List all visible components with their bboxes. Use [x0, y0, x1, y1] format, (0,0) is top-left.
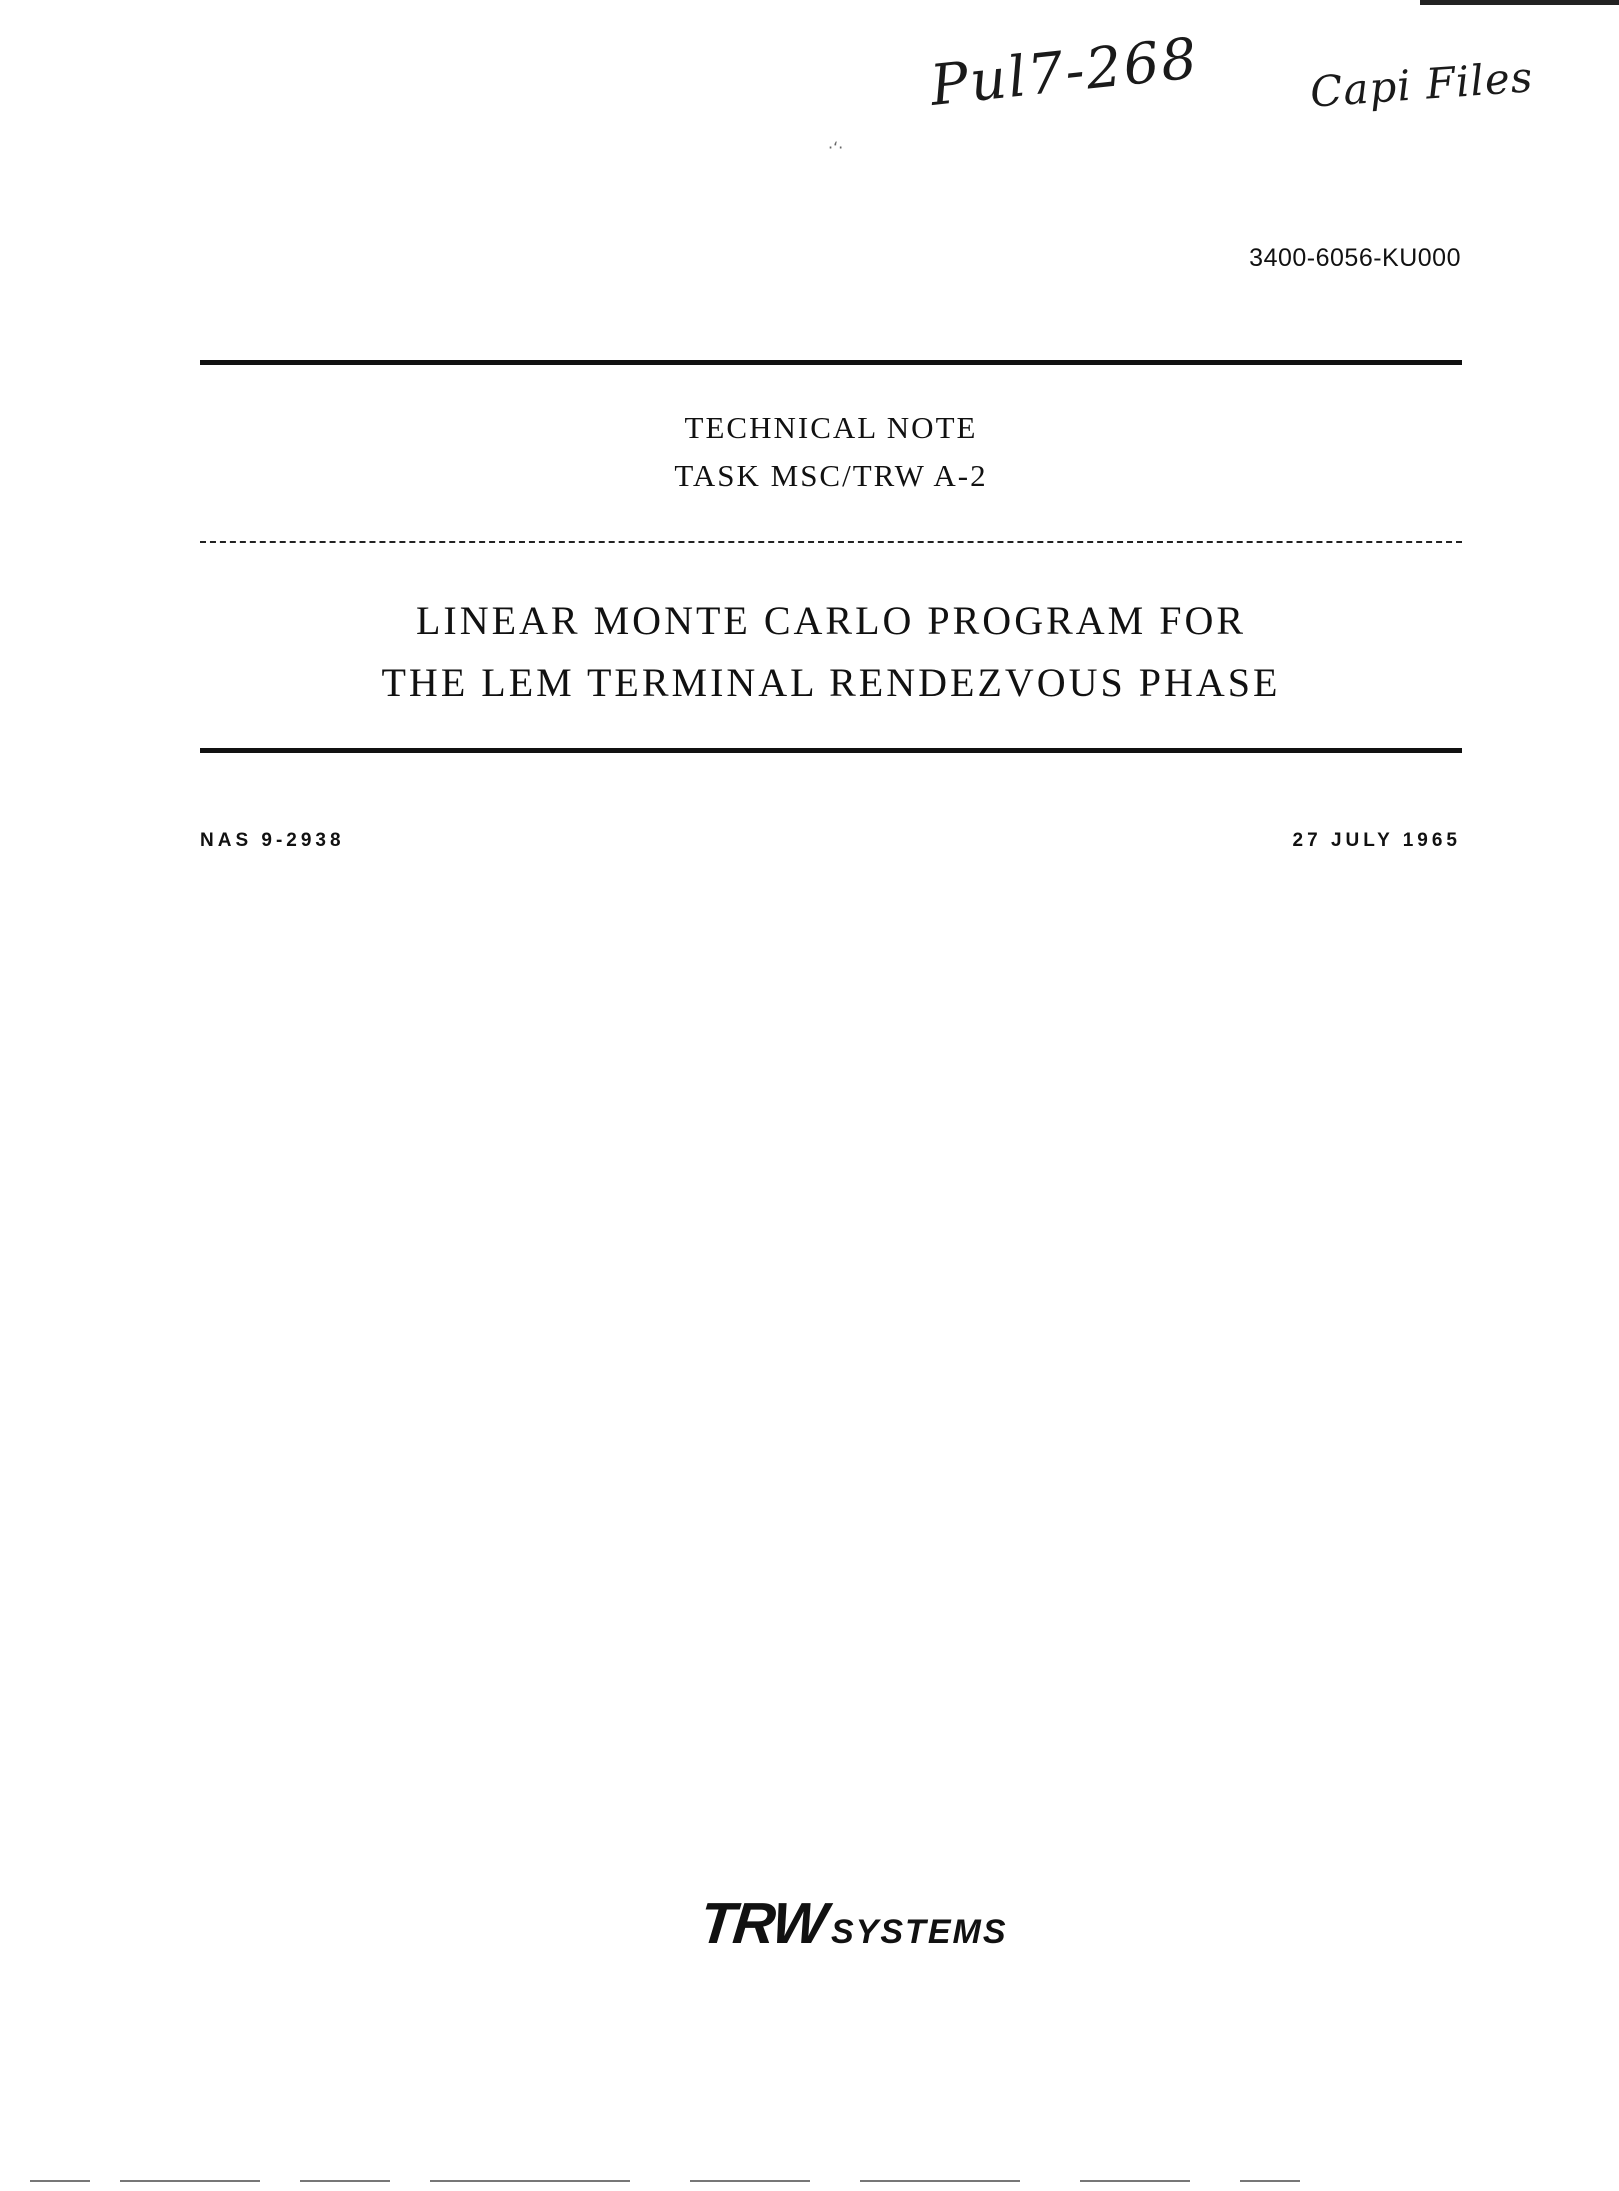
document-number: 3400-6056-KU000 [1249, 244, 1461, 272]
top-divider [200, 360, 1462, 365]
scan-bottom-edge [0, 2180, 1619, 2188]
document-date: 27 JULY 1965 [1292, 830, 1461, 851]
handwritten-reference: Pul7-268 [927, 26, 1202, 119]
scan-edge-mark [1420, 0, 1619, 5]
title-line-1: LINEAR MONTE CARLO PROGRAM FOR [415, 598, 1247, 643]
technical-note-line: TECHNICAL NOTE [684, 410, 978, 445]
technical-note-heading [200, 404, 1462, 500]
handwritten-note: Capi Files [1308, 52, 1535, 117]
bottom-divider [200, 748, 1462, 753]
logo-brand: TRW [696, 1891, 829, 1956]
document-title [200, 590, 1462, 714]
task-line: TASK MSC/TRW A-2 [674, 458, 988, 493]
logo-suffix: SYSTEMS [831, 1913, 1008, 1951]
title-line-2: THE LEM TERMINAL RENDEZVOUS PHASE [381, 660, 1281, 705]
contract-number: NAS 9-2938 [200, 830, 345, 851]
trw-systems-logo [696, 1890, 1008, 1957]
dashed-divider [200, 541, 1462, 543]
scan-speck: ·‘· [828, 138, 844, 157]
